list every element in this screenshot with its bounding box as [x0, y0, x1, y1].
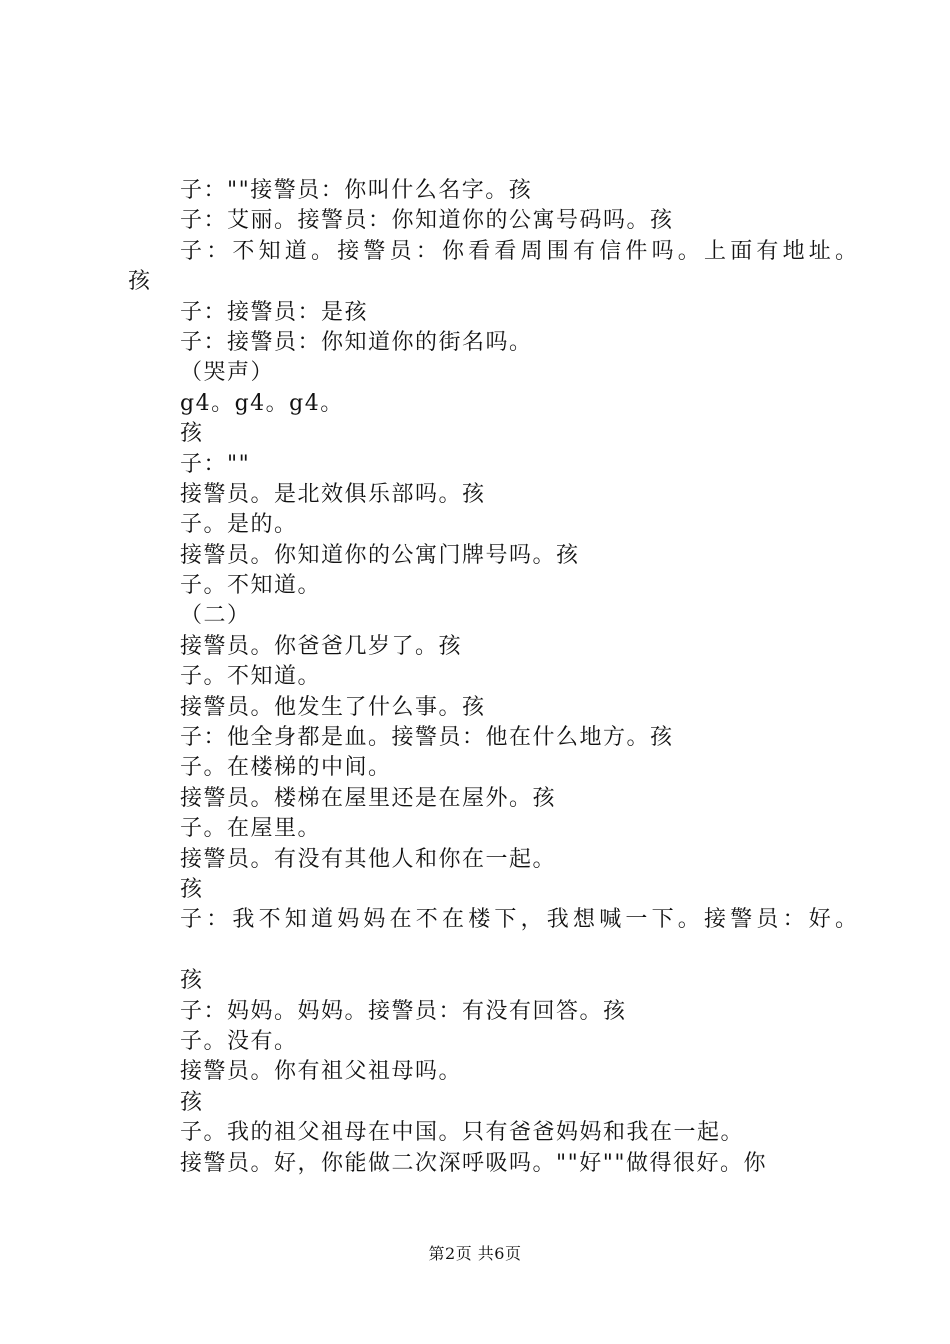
- text-line: 接警员。他发生了什么事。孩: [180, 694, 486, 720]
- page-footer: 第2页 共6页: [428, 1244, 522, 1263]
- text-line: 子。在屋里。: [180, 816, 322, 842]
- text-line: 孩: [128, 269, 152, 295]
- text-line: 接警员。你知道你的公寓门牌号吗。孩: [180, 542, 580, 568]
- text-line: 接警员。有没有其他人和你在一起。: [180, 846, 557, 872]
- text-line: 接警员。楼梯在屋里还是在屋外。孩: [180, 785, 557, 811]
- text-line: 孩: [180, 421, 204, 447]
- text-line: 接警员。是北效俱乐部吗。孩: [180, 481, 486, 507]
- text-line: 子："": [180, 451, 251, 477]
- text-line: 子：我不知道妈妈在不在楼下，我想喊一下。接警员：好。: [180, 907, 862, 933]
- text-line: （二）: [180, 603, 251, 629]
- blank-line: [180, 936, 860, 966]
- text-line: 接警员。你爸爸几岁了。孩: [180, 633, 463, 659]
- text-line: 子：艾丽。接警员：你知道你的公寓号码吗。孩: [180, 208, 674, 234]
- text-line: 孩: [180, 876, 204, 902]
- text-line: 子：他全身都是血。接警员：他在什么地方。孩: [180, 725, 674, 751]
- text-line: 子。不知道。: [180, 664, 322, 690]
- text-line: 子。没有。: [180, 1028, 298, 1054]
- text-line: 子。是的。: [180, 512, 298, 538]
- text-line: 孩: [180, 968, 204, 994]
- text-line: 子。在楼梯的中间。: [180, 755, 392, 781]
- text-line: 子。我的祖父祖母在中国。只有爸爸妈妈和我在一起。: [180, 1120, 745, 1146]
- document-body: [128, 176, 862, 1179]
- text-line: 子：妈妈。妈妈。接警员：有没有回答。孩: [180, 998, 627, 1024]
- text-line: （哭声）: [180, 360, 275, 386]
- text-line: 接警员。你有祖父祖母吗。: [180, 1059, 463, 1085]
- text-line: 子：不知道。接警员：你看看周围有信件吗。上面有地址。: [180, 238, 862, 264]
- text-line: 子：""接警员：你叫什么名字。孩: [180, 178, 533, 203]
- text-line: 孩: [180, 1089, 204, 1115]
- text-line: 子：接警员：是孩: [180, 299, 369, 325]
- text-line: g4。g4。g4。: [180, 390, 344, 416]
- text-line: 子。不知道。: [180, 573, 322, 599]
- text-line: 子：接警员：你知道你的街名吗。: [180, 329, 533, 355]
- text-line: 接警员。好，你能做二次深呼吸吗。""好""做得很好。你: [180, 1150, 767, 1176]
